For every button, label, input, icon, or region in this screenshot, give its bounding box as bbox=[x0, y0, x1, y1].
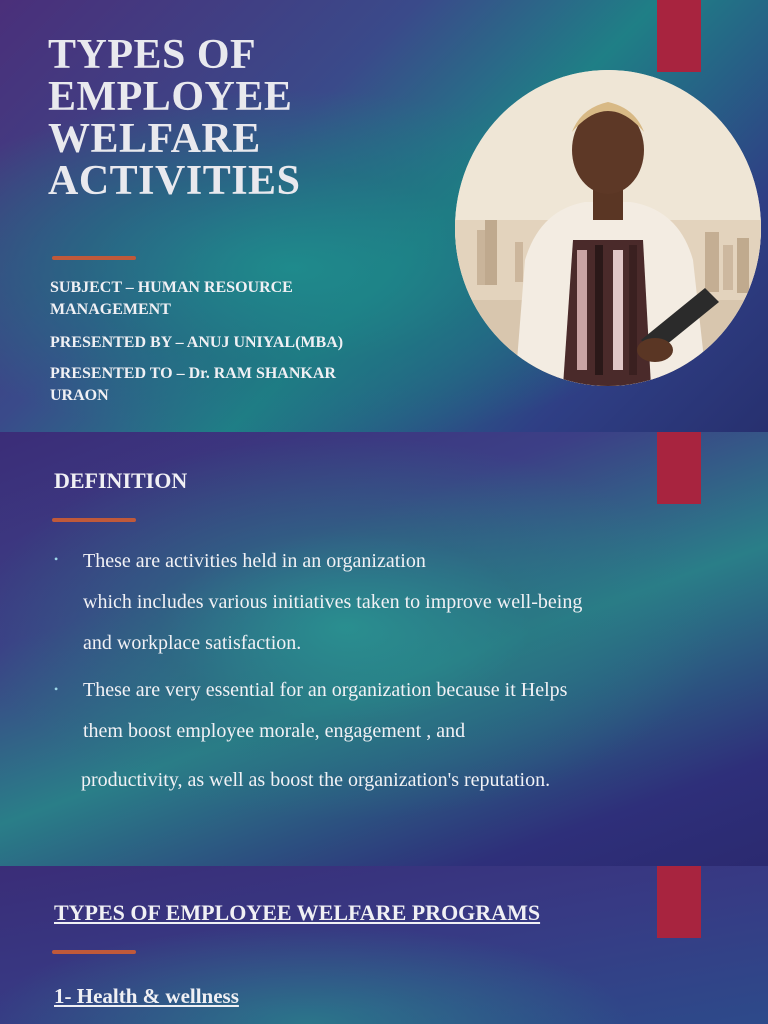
accent-underline bbox=[52, 518, 136, 522]
presented-to-line: PRESENTED TO – Dr. RAM SHANKAR bbox=[50, 365, 336, 382]
definition-heading: DEFINITION bbox=[54, 468, 188, 493]
bullet-text bbox=[83, 541, 683, 664]
bullet-marker: • bbox=[54, 682, 59, 696]
types-slide bbox=[0, 866, 768, 1024]
slide-title bbox=[48, 34, 388, 202]
presented-to-text bbox=[50, 363, 410, 407]
accent-tab bbox=[657, 0, 701, 72]
types-heading: TYPES OF EMPLOYEE WELFARE PROGRAMS bbox=[54, 900, 541, 925]
subject-text bbox=[50, 277, 410, 321]
title-line: WELFARE bbox=[48, 116, 261, 162]
professional-woman-photo bbox=[455, 70, 761, 386]
bullet-line: which includes various initiatives taken to improve well-being bbox=[83, 591, 583, 613]
title-slide bbox=[0, 0, 768, 432]
bullet-line: These are very essential for an organization because it Helps bbox=[83, 679, 568, 701]
accent-underline bbox=[52, 950, 136, 954]
title-line: ACTIVITIES bbox=[48, 158, 301, 204]
presented-by-text: PRESENTED BY – ANUJ UNIYAL(MBA) bbox=[50, 334, 344, 351]
title-line: EMPLOYEE bbox=[48, 74, 293, 120]
subject-line: SUBJECT – HUMAN RESOURCE bbox=[50, 279, 293, 296]
bullet-continuation: productivity, as well as boost the organization's reputation. bbox=[81, 769, 551, 791]
health-wellness-subheading: 1- Health & wellness bbox=[54, 984, 239, 1008]
title-line: TYPES OF bbox=[48, 32, 257, 78]
accent-tab bbox=[657, 866, 701, 938]
subject-line: MANAGEMENT bbox=[50, 301, 171, 318]
definition-slide bbox=[0, 432, 768, 866]
bullet-marker: • bbox=[54, 552, 59, 566]
accent-underline bbox=[52, 256, 136, 260]
bullet-text bbox=[83, 670, 683, 752]
accent-tab bbox=[657, 432, 701, 504]
bullet-line: These are activities held in an organization bbox=[83, 550, 426, 572]
bullet-line: them boost employee morale, engagement , and bbox=[83, 720, 466, 742]
bullet-line: and workplace satisfaction. bbox=[83, 632, 302, 654]
photo-illustration bbox=[455, 70, 761, 386]
presented-to-line: URAON bbox=[50, 387, 109, 404]
